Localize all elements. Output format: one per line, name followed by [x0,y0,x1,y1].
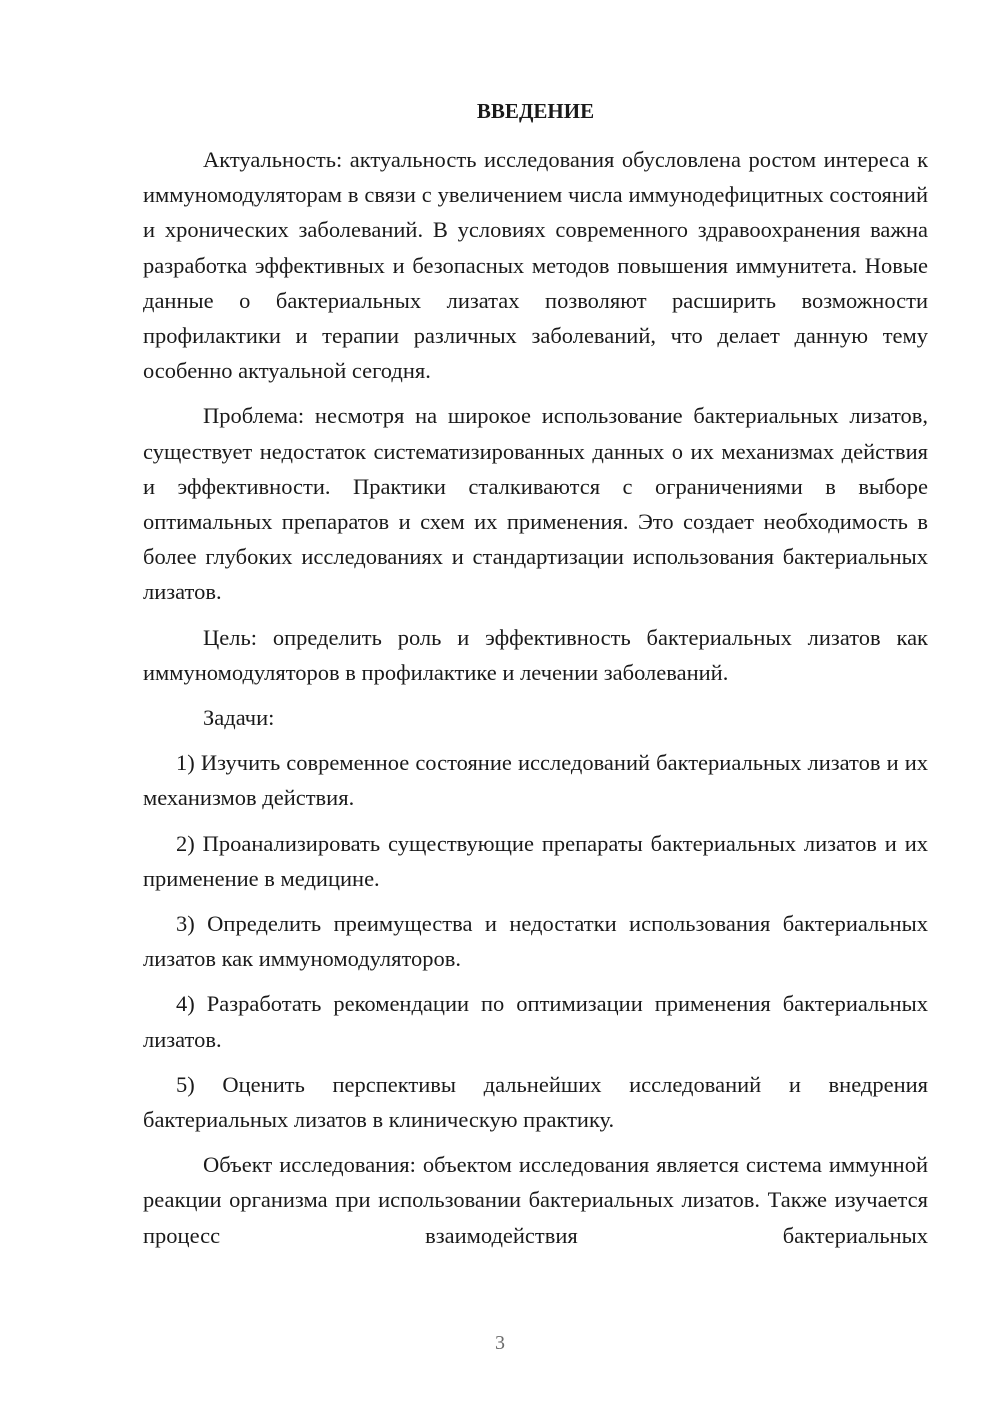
page-number: 3 [495,1332,505,1354]
task-item-3: 3) Определить преимущества и недостатки использования бактериальных лизатов как иммуномодуляторов. [143,911,928,972]
task-item-4: 4) Разработать рекомендации по оптимизации применения бактериальных лизатов. [143,991,928,1052]
paragraph-object: Объект исследования: объектом исследования является система иммунной реакции организма при использовании бактериальных лизатов. Также изучается процесс взаимодействия бактериальных [143,1152,928,1248]
paragraph-relevance: Актуальность: актуальность исследования обусловлена ростом интереса к иммуномодуляторам в связи с увеличением числа иммунодефицитных состояний и хронических заболеваний. В условиях современного здравоохранения важна разработка эффективных и безопасных методов повышения иммунитета. Новые данные о бактериальных лизатах позволяют расширить возможности профилактики и терапии различных заболеваний, что делает данную тему особенно актуальной сегодня. [143,147,928,384]
task-item-2: 2) Проанализировать существующие препараты бактериальных лизатов и их применение в медицине. [143,830,928,891]
section-heading: ВВЕДЕНИЕ [476,99,595,123]
tasks-label: Задачи: [203,705,275,731]
paragraph-goal: Цель: определить роль и эффективность бактериальных лизатов как иммуномодуляторов в профилактике и лечении заболеваний. [143,624,928,685]
task-item-5: 5) Оценить перспективы дальнейших исследований и внедрения бактериальных лизатов в клиническую практику. [143,1071,928,1133]
document-page [143,92,928,1263]
paragraph-problem: Проблема: несмотря на широкое использование бактериальных лизатов, существует недостаток систематизированных данных о их механизмах действия и эффективности. Практики сталкиваются с ограничениями в выборе оптимальных препаратов и схем их применения. Это создает необходимость в более глубоких исследованиях и стандартизации использования бактериальных лизатов. [143,403,928,605]
task-item-1: 1) Изучить современное состояние исследований бактериальных лизатов и их механизмов действия. [143,750,928,811]
